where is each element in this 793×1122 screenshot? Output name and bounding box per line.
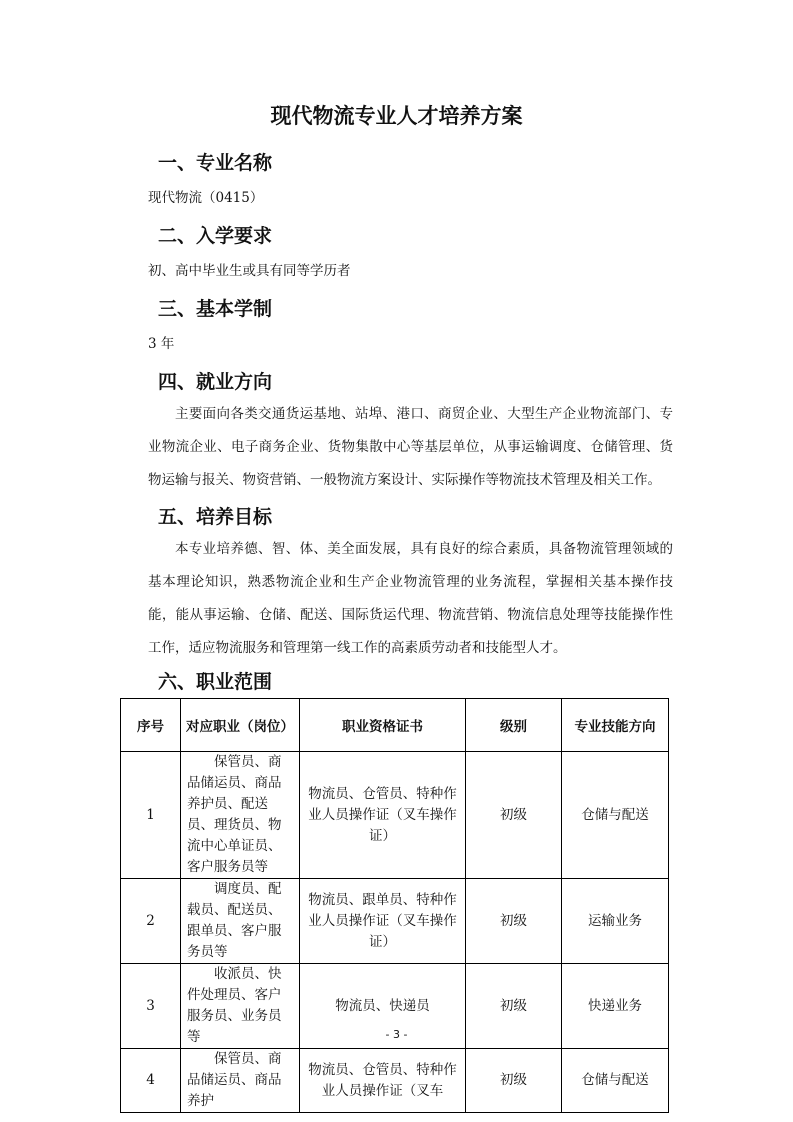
row-level: 初级 — [466, 879, 562, 964]
row-certificate: 物流员、跟单员、特种作业人员操作证（叉车操作证） — [300, 879, 466, 964]
table-header-row — [121, 699, 669, 752]
row-direction: 仓储与配送 — [562, 1049, 669, 1113]
row-post — [181, 1049, 300, 1113]
row-post-text: 保管员、商品储运员、商品养护员、配送员、理货员、物流中心单证员、客户服务员等 — [187, 754, 282, 875]
header-level: 级别 — [466, 699, 562, 752]
row-post — [181, 752, 300, 879]
row-level: 初级 — [466, 964, 562, 1049]
header-certificate: 职业资格证书 — [300, 699, 466, 752]
row-level: 初级 — [466, 752, 562, 879]
heading-major-name: 一、专业名称 — [158, 152, 273, 174]
admission-text: 初、高中毕业生或具有同等学历者 — [148, 263, 351, 279]
heading-admission: 二、入学要求 — [158, 225, 273, 247]
row-no: 3 — [121, 964, 181, 1049]
career-table-wrapper — [120, 698, 669, 1109]
row-post-text: 调度员、配载员、配送员、跟单员、客户服务员等 — [187, 881, 282, 960]
heading-objectives: 五、培养目标 — [158, 506, 273, 528]
duration-text: 3 年 — [148, 336, 175, 352]
major-name-text: 现代物流（0415） — [148, 190, 264, 206]
header-no: 序号 — [121, 699, 181, 752]
objectives-paragraph: 本专业培养德、智、体、美全面发展，具有良好的综合素质，具备物流管理领域的基本理论知识，熟悉物流企业和生产企业物流管理的业务流程，掌握相关基本操作技能，能从事运输、仓储、配送、国际货运代理、物流营销、物流信息处理等技能操作性工作，适应物流服务和管理第一线工作的高素质劳动者和技能型人才。 — [148, 541, 673, 656]
row-direction: 快递业务 — [562, 964, 669, 1049]
row-no: 4 — [121, 1049, 181, 1113]
row-no: 1 — [121, 752, 181, 879]
heading-career-scope: 六、职业范围 — [158, 671, 273, 693]
row-certificate: 物流员、仓管员、特种作业人员操作证（叉车 — [300, 1049, 466, 1113]
row-post-text: 收派员、快件处理员、客户服务员、业务员等 — [187, 966, 282, 1045]
table-row — [121, 879, 669, 964]
heading-duration: 三、基本学制 — [158, 298, 273, 320]
row-post-text: 保管员、商品储运员、商品养护 — [187, 1051, 282, 1109]
row-no: 2 — [121, 879, 181, 964]
table-row — [121, 1049, 669, 1113]
row-post — [181, 879, 300, 964]
row-certificate: 物流员、仓管员、特种作业人员操作证（叉车操作证） — [300, 752, 466, 879]
document-title: 现代物流专业人才培养方案 — [270, 104, 523, 128]
row-direction: 运输业务 — [562, 879, 669, 964]
header-direction: 专业技能方向 — [562, 699, 669, 752]
table-row — [121, 752, 669, 879]
row-direction: 仓储与配送 — [562, 752, 669, 879]
header-post: 对应职业（岗位） — [181, 699, 300, 752]
row-certificate: 物流员、快递员 — [300, 964, 466, 1049]
employment-paragraph: 主要面向各类交通货运基地、站埠、港口、商贸企业、大型生产企业物流部门、专业物流企业、电子商务企业、货物集散中心等基层单位，从事运输调度、仓储管理、货物运输与报关、物资营销、一般物流方案设计、实际操作等物流技术管理及相关工作。 — [148, 406, 673, 488]
heading-employment: 四、就业方向 — [158, 371, 273, 393]
page-number: - 3 - — [385, 1028, 408, 1041]
row-level: 初级 — [466, 1049, 562, 1113]
career-table — [120, 698, 669, 1113]
